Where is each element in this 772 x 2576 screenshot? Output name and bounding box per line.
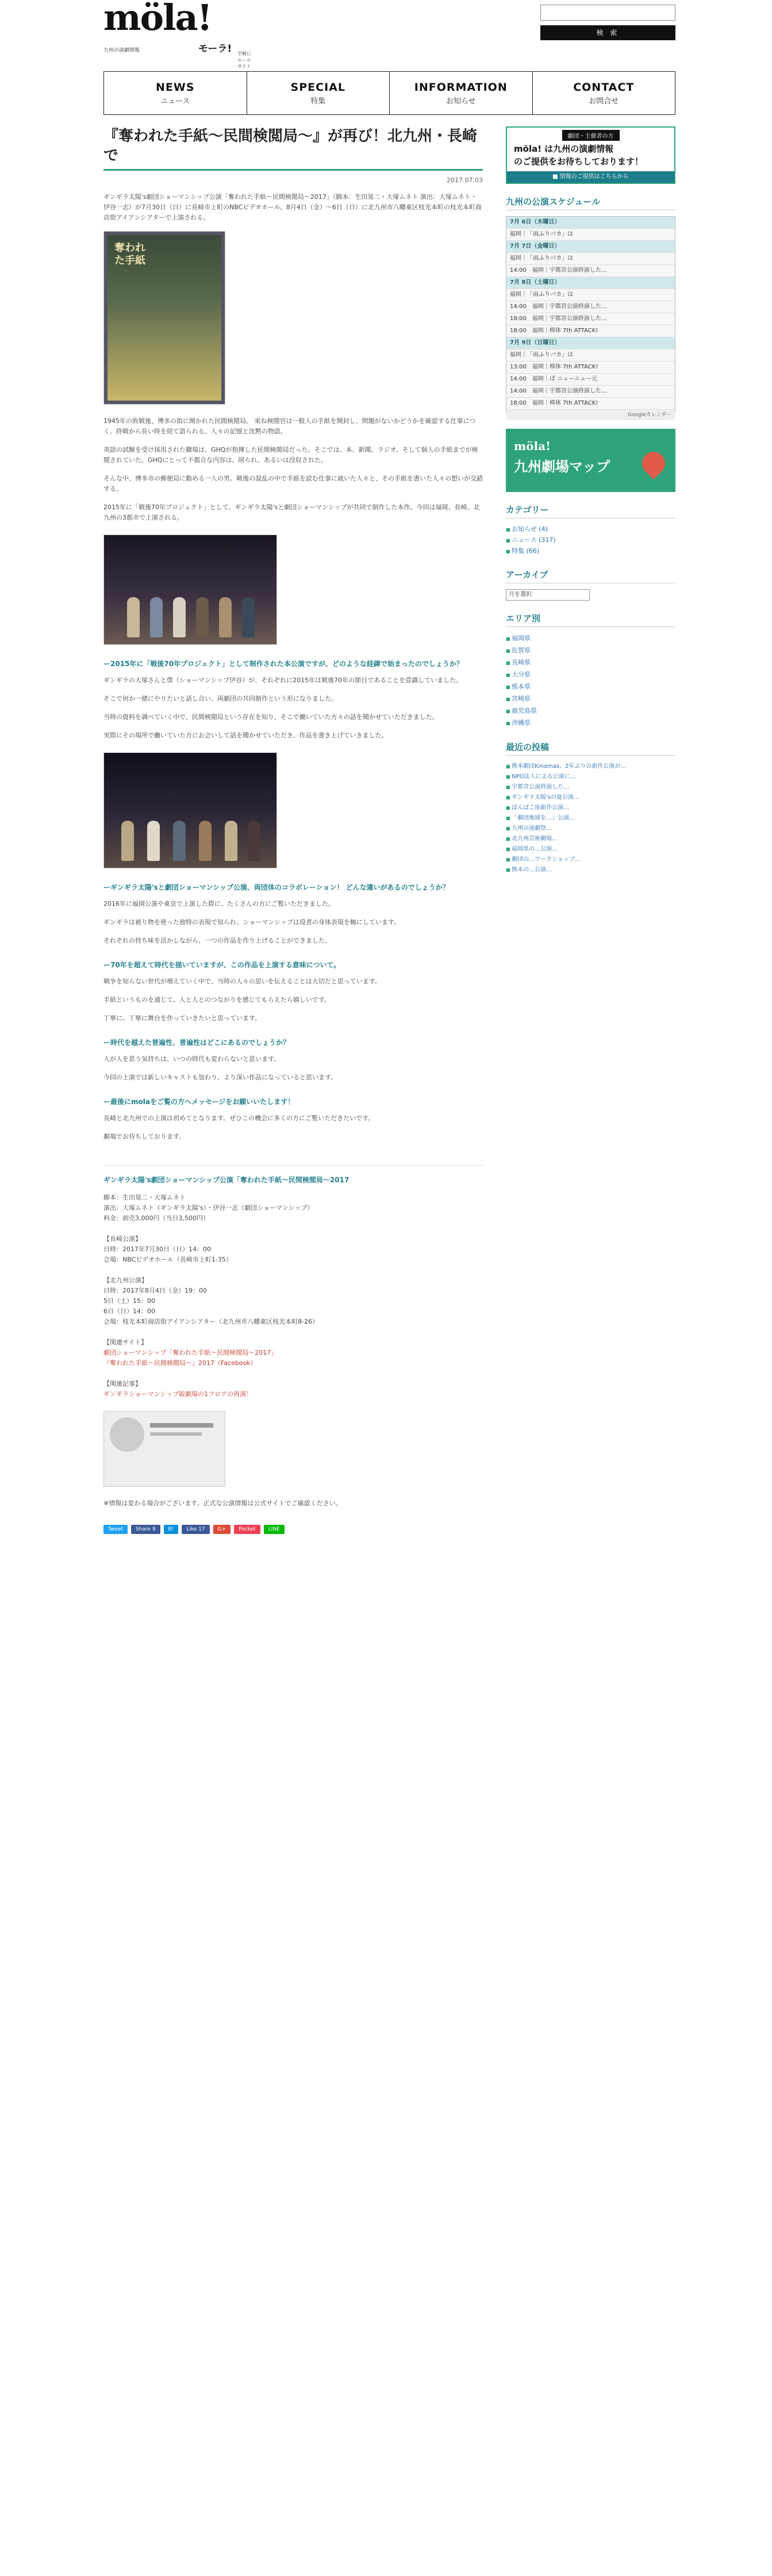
article-intro: ギンギラ太陽's劇団ショーマンシップ公演「奪われた手紙〜民間検閲局〜2017」（脚本：生田晃二・大塚ムネト 演出：大塚ムネト・伊谷一志）が7月30日（日）に長崎市上町のNBCビデオホール、8月4日（金）〜6日（日）に北九州市八幡東区枝光本町の枝光本町商店街アイアンシアターで上演される。 bbox=[103, 193, 482, 221]
article-title: 『奪われた手紙〜民間検閲局〜』が再び！北九州・長崎で bbox=[103, 126, 483, 171]
banner-tag: 劇団・主催者の方 bbox=[562, 130, 620, 141]
calendar-event[interactable]: 14:00 福岡｜宇都宮公演終演した… bbox=[506, 265, 675, 277]
recent-post-link[interactable]: ■ ぽんぽこ座新作公演… bbox=[506, 803, 675, 813]
interview-answer: 今回の上演では新しいキャストも加わり、より深い作品になっていると思います。 bbox=[103, 1074, 337, 1081]
area-link[interactable]: ■ 沖縄県 bbox=[506, 717, 675, 729]
info-line: 日時：2017年8月4日（金）19：00 bbox=[103, 1287, 207, 1294]
interview-answer: 2016年に福岡公演や東京で上演した際に、たくさんの方にご覧いただきました。 bbox=[103, 900, 335, 908]
calendar-event[interactable]: 13:00 福岡｜棒体 7th ATTACK! bbox=[506, 362, 675, 374]
search-button[interactable]: 検 索 bbox=[540, 25, 675, 40]
area-link[interactable]: ■ 宮崎県 bbox=[506, 693, 675, 705]
calendar-event[interactable]: 福岡｜「雨ふりバカ」は bbox=[506, 253, 675, 265]
related-site-link-1[interactable]: 劇団ショーマンシップ「奪われた手紙〜民間検閲局〜2017」 bbox=[103, 1349, 278, 1356]
share-button[interactable]: Tweet bbox=[103, 1525, 128, 1534]
area-link[interactable]: ■ 福岡県 bbox=[506, 633, 675, 645]
recent-post-link[interactable]: ■ 劇団の…ワークショップ… bbox=[506, 855, 675, 865]
related-articles-heading: 【関連記事】 bbox=[103, 1380, 141, 1387]
banner-line-2: のご提供をお待ちしております！ bbox=[514, 156, 644, 167]
info-line: 【関連サイト】 bbox=[103, 1339, 148, 1346]
category-list bbox=[506, 524, 675, 557]
site-logo[interactable] bbox=[103, 0, 253, 69]
interview-question: ー2015年に「戦後70年プロジェクト」として制作された本公演ですが、どのような経緯で始まったのでしょうか？ bbox=[103, 660, 463, 668]
interview-question: ーギンギラ太陽'sと劇団ショーマンシップ公演、両団体のコラボレーション！ どんな違いがあるのでしょうか？ bbox=[103, 883, 450, 891]
recent-posts-list bbox=[506, 762, 675, 875]
theater-map-banner[interactable] bbox=[506, 429, 675, 492]
site-header bbox=[103, 0, 675, 69]
share-button[interactable]: Share 9 bbox=[131, 1525, 160, 1534]
interview-answer: それぞれの持ち味を活かしながら、一つの作品を作り上げることができました。 bbox=[103, 937, 331, 944]
nav-news-ja: ニュース bbox=[160, 97, 190, 106]
recent-posts-heading: 最近の投稿 bbox=[506, 741, 675, 756]
category-link[interactable]: ■ お知らせ (4) bbox=[506, 524, 675, 535]
info-line bbox=[103, 1224, 483, 1234]
area-link[interactable]: ■ 長崎県 bbox=[506, 657, 675, 669]
share-button[interactable]: LINE bbox=[264, 1525, 285, 1534]
logo-subtitle: 九州の演劇情報 bbox=[103, 48, 140, 53]
recent-post-link[interactable]: ■ 北九州芸術劇場… bbox=[506, 834, 675, 844]
calendar-event[interactable]: 14:00 福岡｜宇都宮公演終演した… bbox=[506, 386, 675, 398]
category-link[interactable]: ■ ニュース (317) bbox=[506, 535, 675, 546]
category-heading: カテゴリー bbox=[506, 503, 675, 518]
interview-answer: 長崎と北九州での上演は初めてとなります。ぜひこの機会に多くの方にご覧いただきたいです。 bbox=[103, 1114, 375, 1122]
recent-post-link[interactable]: ■ NPO法人による公演に… bbox=[506, 772, 675, 782]
recent-post-link[interactable]: ■ 熊本の…公演… bbox=[506, 865, 675, 875]
calendar-event[interactable]: 18:00 福岡｜棒体 7th ATTACK! bbox=[506, 325, 675, 337]
area-link[interactable]: ■ 大分県 bbox=[506, 669, 675, 681]
nav-information[interactable] bbox=[390, 72, 533, 114]
calendar-day-header: 7月 7日（金曜日） bbox=[506, 241, 675, 253]
share-button[interactable]: B! bbox=[164, 1525, 179, 1534]
info-line: 会場：枝光本町商店街アイアンシアター（北九州市八幡東区枝光本町8-26） bbox=[103, 1318, 319, 1325]
info-line: 会場：NBCビデオホール（長崎市上町1-35） bbox=[103, 1256, 232, 1263]
interview-question: ー最後にmolaをご覧の方へメッセージをお願いいたします！ bbox=[103, 1098, 295, 1106]
calendar-event[interactable]: 福岡｜「雨ふりバカ」は bbox=[506, 349, 675, 362]
info-line bbox=[103, 1327, 483, 1337]
logo-wordmark: möla! bbox=[103, 0, 212, 39]
schedule-heading: 九州の公演スケジュール bbox=[506, 195, 675, 210]
article-date: 2017.07.03 bbox=[447, 176, 483, 184]
banner-line-1: möla! は九州の演劇情報 bbox=[514, 144, 614, 154]
info-request-banner[interactable] bbox=[506, 126, 675, 184]
nav-special[interactable] bbox=[247, 72, 390, 114]
area-heading: エリア別 bbox=[506, 612, 675, 627]
ad-image bbox=[103, 1411, 225, 1487]
info-line: 【長崎公演】 bbox=[103, 1235, 141, 1243]
info-line: 【北九州公演】 bbox=[103, 1277, 148, 1284]
interview-answer: ギンギラは被り物を使った独特の表現で知られ、ショーマンシップは役者の身体表現を軸にしています。 bbox=[103, 918, 400, 926]
map-pin-icon bbox=[637, 447, 670, 480]
calendar-day-header: 7月 8日（土曜日） bbox=[506, 277, 675, 289]
interview-answer: 丁寧に、丁寧に舞台を作っていきたいと思っています。 bbox=[103, 1014, 262, 1022]
share-buttons bbox=[103, 1525, 483, 1534]
share-button[interactable]: Pocket bbox=[234, 1525, 260, 1534]
info-line: 6日（日）14：00 bbox=[103, 1308, 155, 1315]
nav-information-en: INFORMATION bbox=[414, 81, 508, 94]
recent-post-link[interactable]: ■ ギンギラ太陽'sの夏公演… bbox=[506, 793, 675, 803]
article-paragraph: 英語の試験を受け採用された職場は、GHQが指揮した民間検閲局だった。そこでは、本、新聞、ラジオ、そして個人の手紙までが検閲されていた。GHQにとって不都合な内容は、削られ、あるいは没収された。 bbox=[103, 446, 478, 464]
banner-strip: ■ 情報のご提供はこちらから bbox=[507, 171, 674, 183]
stage-photo-1 bbox=[103, 535, 277, 645]
calendar-event[interactable]: 14:00 福岡｜宇都宮公演終演した… bbox=[506, 301, 675, 313]
nav-contact[interactable] bbox=[533, 72, 675, 114]
info-line bbox=[103, 1265, 483, 1275]
interview-question: ー時代を越えた普遍性、普遍性はどこにあるのでしょうか？ bbox=[103, 1039, 290, 1047]
nav-special-en: SPECIAL bbox=[290, 81, 345, 94]
info-footnote: ※情報は変わる場合がございます。正式な公演情報は公式サイトでご確認ください。 bbox=[103, 1500, 342, 1507]
logo-subtitle-2: 手軽にエールサイト bbox=[237, 51, 251, 69]
info-line: 料金：前売3,000円（当日3,500円） bbox=[103, 1214, 209, 1222]
calendar-event[interactable]: 福岡｜「雨ふりバカ」は bbox=[506, 289, 675, 301]
info-line: 脚本：生田晃二・大塚ムネト bbox=[103, 1194, 186, 1201]
calendar-day-header: 7月 9日（日曜日） bbox=[506, 337, 675, 349]
recent-post-link[interactable]: ■ 宇都宮公演終演した… bbox=[506, 782, 675, 793]
calendar-event[interactable]: 福岡｜「雨ふりバカ」は bbox=[506, 229, 675, 241]
map-banner-title: 九州劇場マップ bbox=[514, 459, 610, 475]
interview-answer: そこで何か一緒にやりたいと話し合い、両劇団の共同制作という形になりました。 bbox=[103, 695, 337, 702]
archive-select[interactable]: 月を選択 bbox=[506, 589, 590, 601]
poster-image bbox=[103, 231, 225, 405]
info-line: 演出：大塚ムネト（ギンギラ太陽's）・伊谷一志（劇団ショーマンシップ） bbox=[103, 1204, 314, 1212]
area-link[interactable]: ■ 鹿児島県 bbox=[506, 705, 675, 717]
map-banner-logo: möla! bbox=[514, 439, 551, 453]
share-button[interactable]: Like 17 bbox=[182, 1525, 209, 1534]
interview-answer: ギンギラの大塚さんと僕（ショーマンシップ伊谷）が、それぞれに2015年は戦後70年の節目であることを意識していました。 bbox=[103, 676, 463, 684]
poster-title: 奪われた手紙 bbox=[114, 242, 145, 267]
nav-news-en: NEWS bbox=[155, 81, 195, 94]
interview-answer: 劇場でお待ちしております。 bbox=[103, 1133, 186, 1140]
calendar-day-header: 7月 6日（木曜日） bbox=[506, 217, 675, 229]
google-calendar-label: Googleカレンダー bbox=[506, 410, 675, 420]
related-site-link-2[interactable]: 『奪われた手紙〜民間検閲局〜』2017（Facebook） bbox=[103, 1359, 257, 1367]
article bbox=[103, 126, 483, 1534]
recent-post-link[interactable]: ■ 熊本劇団Kinamas、2年ぶりの新作公演が… bbox=[506, 762, 675, 772]
search-input[interactable] bbox=[540, 5, 675, 21]
calendar-event[interactable]: 14:00 福岡｜ぱ ニューニュー元 bbox=[506, 374, 675, 386]
share-button[interactable]: G+ bbox=[213, 1525, 231, 1534]
recent-post-link[interactable]: ■ 福岡県の…公演… bbox=[506, 844, 675, 855]
recent-post-link[interactable]: ■ 九州の演劇祭… bbox=[506, 824, 675, 834]
article-paragraph: そんな中、博多市の郵便局に勤める一人の男。戦後の混乱の中で手紙を読む仕事に就いた人々と、その手紙を書いた人々の想いが交錯する。 bbox=[103, 475, 483, 493]
area-link[interactable]: ■ 佐賀県 bbox=[506, 645, 675, 657]
interview-answer: 人が人を思う気持ちは、いつの時代も変わらないと思います。 bbox=[103, 1055, 281, 1063]
calendar-event[interactable]: 18:00 福岡｜宇都宮公演終演した… bbox=[506, 313, 675, 325]
interview-answer: 手紙というものを通じて、人と人とのつながりを感じてもらえたら嬉しいです。 bbox=[103, 996, 331, 1004]
nav-information-ja: お知らせ bbox=[445, 97, 476, 106]
performance-info bbox=[103, 1165, 483, 1534]
main-nav bbox=[103, 71, 675, 115]
recent-post-link[interactable]: ■ 「劇団地球を…」公演… bbox=[506, 813, 675, 824]
performance-info-title: ギンギラ太陽's劇団ショーマンシップ公演「奪われた手紙〜民間検閲局〜2017 bbox=[103, 1176, 349, 1184]
interview-answer: 戦争を知らない世代が増えていく中で、当時の人々の思いを伝えることは大切だと思っています。 bbox=[103, 978, 381, 985]
nav-news[interactable] bbox=[104, 72, 247, 114]
nav-special-ja: 特集 bbox=[310, 97, 326, 106]
calendar-event[interactable]: 18:00 福岡｜棒体 7th ATTACK! bbox=[506, 398, 675, 410]
article-paragraph: 2015年に「戦後70年プロジェクト」として、ギンギラ太陽'sと劇団ショーマンシップが共同で制作した本作。今回は福岡、長崎、北九州の3都市で上演される。 bbox=[103, 503, 480, 521]
logo-kana: モーラ! bbox=[198, 43, 232, 55]
info-line: 日時：2017年7月30日（日）14：00 bbox=[103, 1245, 211, 1253]
interview-question: ー70年を超えて時代を描いていますが、この作品を上演する意味について。 bbox=[103, 961, 341, 969]
interview-answer: 当時の資料を調べていく中で、民間検閲局という存在を知り、そこで働いていた方々の話を聞かせていただきました。 bbox=[103, 713, 439, 721]
nav-contact-en: CONTACT bbox=[573, 81, 635, 94]
info-line: 5日（土）15：00 bbox=[103, 1297, 155, 1305]
related-article-link[interactable]: ギンギラショーマンシップ版劇場の1フロアの再演！ bbox=[103, 1390, 253, 1398]
area-list bbox=[506, 633, 675, 729]
area-link[interactable]: ■ 熊本県 bbox=[506, 681, 675, 693]
nav-contact-ja: お問合せ bbox=[589, 97, 619, 106]
performance-info-lines bbox=[103, 1193, 483, 1348]
schedule-calendar[interactable] bbox=[506, 216, 675, 418]
archive-heading: アーカイブ bbox=[506, 568, 675, 583]
article-paragraph: 1945年の敗戦後、博多の街に開かれた民間検閲局。 束ね検閲官は一般人の手紙を開封し、問題がないかどうかを確認する仕事につく。終戦から長い時を経て語られる、人々の記憶と沈黙の物語。 bbox=[103, 417, 476, 435]
stage-photo-2 bbox=[103, 752, 277, 868]
category-link[interactable]: ■ 特集 (66) bbox=[506, 546, 675, 557]
interview-answer: 実際にその場所で働いていた方にお会いして話を聞かせていただき、作品を書き上げていきました。 bbox=[103, 732, 388, 739]
sidebar bbox=[506, 126, 675, 875]
